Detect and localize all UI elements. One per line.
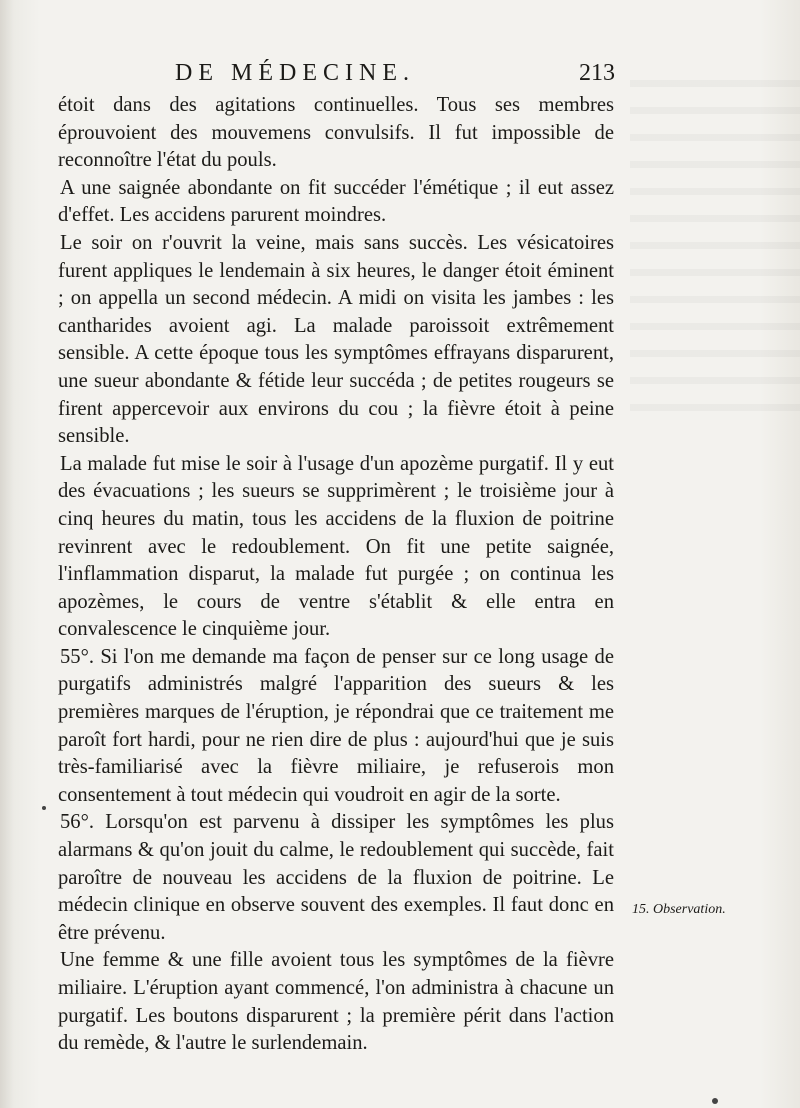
paragraph-7: Une femme & une fille avoient tous les symptômes de la fièvre miliaire. L'éruption ayant commencé, l'on administra à chacune un purgatif. Les boutons disparurent ; la première périt dans l'action du remède, & l'autre le surlendemain. — [58, 949, 614, 1055]
show-through-shadow — [630, 60, 800, 420]
ink-speck — [42, 806, 46, 810]
page-number: 213 — [579, 60, 615, 86]
paragraph-2: A une saignée abondante on fit succéder l'émétique ; il eut assez d'effet. Les accidens parurent moindres. — [58, 176, 614, 227]
body-text — [58, 92, 614, 1058]
paragraph-5: 55°. Si l'on me demande ma façon de penser sur ce long usage de purgatifs administrés malgré l'apparition des sueurs & les premières marques de l'éruption, je répondrai que ce traitement me paroît fort hardi, pour ne rien dire de plus : aujourd'hui que je suis très-familiarisé avec la fièvre miliaire, je refuserois mon consentement à tout médecin qui voudroit en agir de la sorte. — [58, 645, 614, 806]
paragraph-4: La malade fut mise le soir à l'usage d'un apozème purgatif. Il y eut des évacuations ; les sueurs se supprimèrent ; le troisième jour à cinq heures du matin, tous les accidens de la fluxion de poitrine revinrent avec le redoublement. On fit une petite saignée, l'inflammation disparut, la malade fut purgée ; on continua les apozèmes, le cours de ventre s'établit & elle entra en convalescence le cinquième jour. — [58, 452, 614, 641]
page-header — [175, 60, 615, 92]
margin-note: 15. Observation. — [632, 902, 726, 917]
running-title: DE MÉDECINE. — [175, 60, 415, 86]
ink-speck — [712, 1098, 718, 1104]
paragraph-3: Le soir on r'ouvrit la veine, mais sans succès. Les vésicatoires furent appliques le lendemain à six heures, le danger étoit éminent ; on appella un second médecin. A midi on visita les jambes : les cantharides avoient agi. La malade paroissoit extrêmement sensible. A cette époque tous les symptômes effrayans disparurent, une sueur abondante & fétide leur succéda ; de petites rougeurs se firent appercevoir aux environs du cou ; la fièvre étoit à peine sensible. — [58, 231, 614, 448]
paragraph-6: 56°. Lorsqu'on est parvenu à dissiper les symptômes les plus alarmans & qu'on jouit du calme, le redoublement qui succède, fait paroître de nouveau les accidens de la fluxion de poitrine. Le médecin clinique en observe souvent des exemples. Il faut donc en être prévenu. — [58, 811, 614, 944]
paragraph-1: étoit dans des agitations continuelles. Tous ses membres éprouvoient des mouvemens convulsifs. Il fut impossible de reconnoître l'état du pouls. — [58, 94, 614, 172]
